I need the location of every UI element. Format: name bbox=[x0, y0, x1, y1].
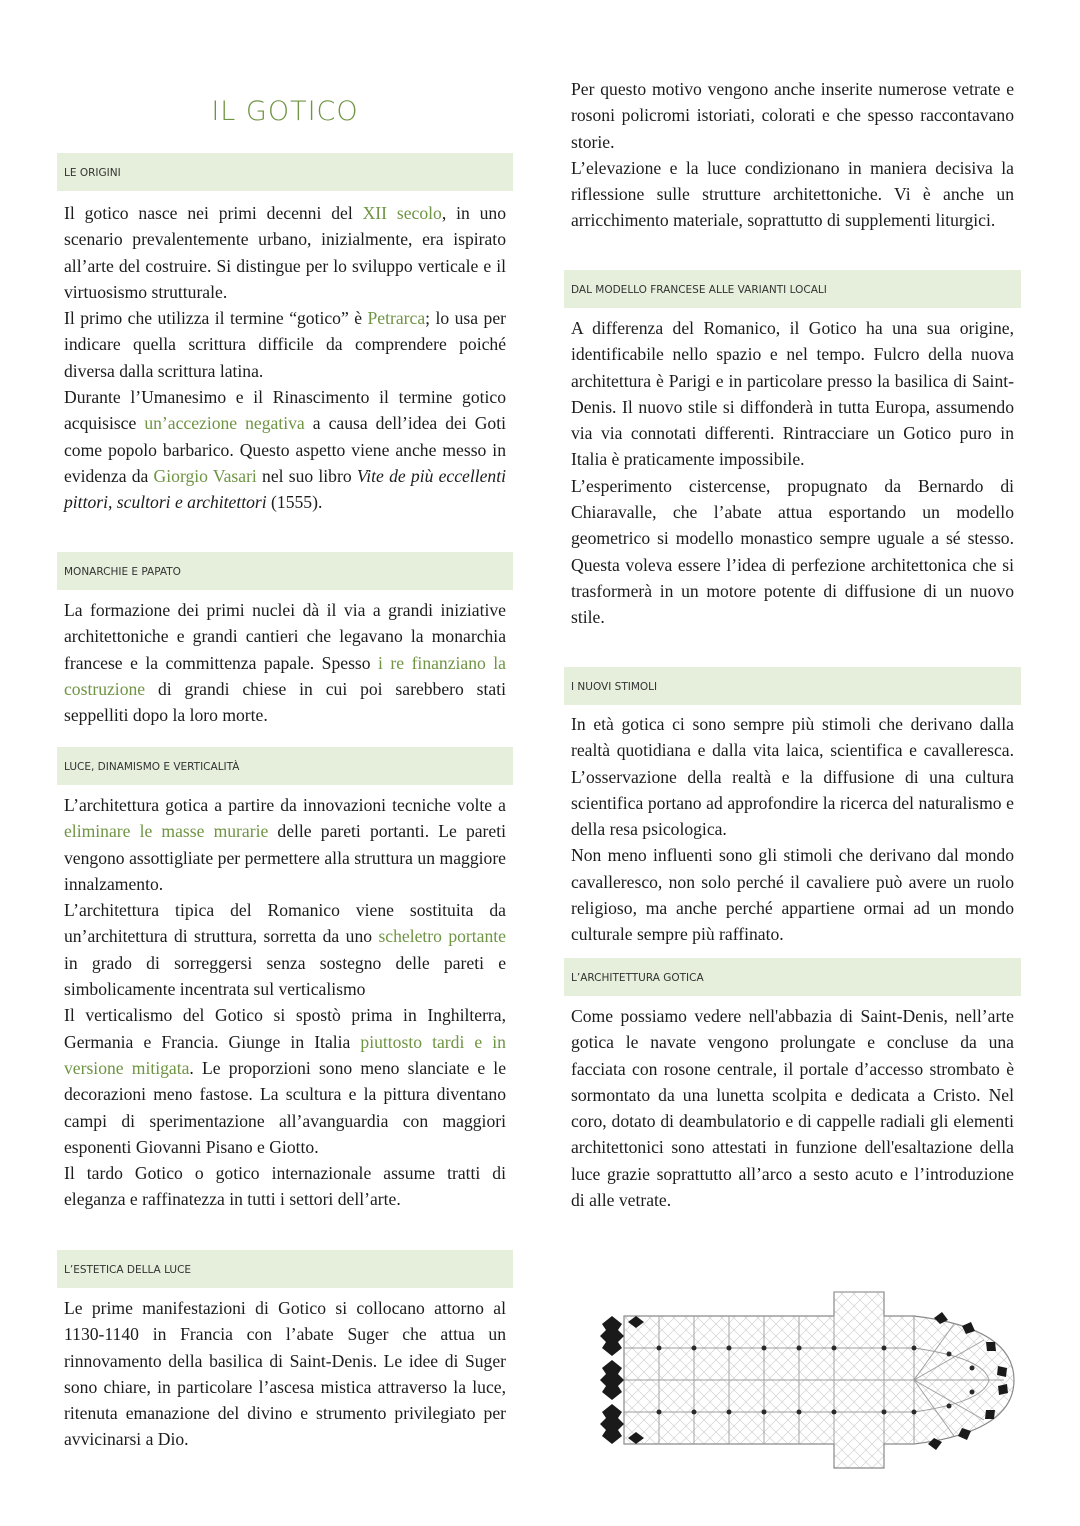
highlight-term: eliminare le masse murarie bbox=[64, 821, 269, 842]
section-heading-monarchie: MONARCHIE E PAPATO bbox=[57, 552, 513, 590]
paragraph: Non meno influenti sono gli stimoli che derivano dal mondo cavalleresco, non solo perché il cavaliere può avere un ruolo religioso, ma anche perché appartiene ormai ad un mondo culturale sempre più raffinato. bbox=[571, 845, 1014, 945]
paragraph: A differenza del Romanico, il Gotico ha una sua origine, identificabile nello spazio e nel tempo. Fulcro della nuova architettura è Parigi e in particolare presso la basilica di Saint-Denis. Il nuovo stile si diffonderà in tutta Europa, assumendo via via connotati differenti. Rintracciare un Gotico puro in Italia è praticamente impossibile. bbox=[571, 318, 1014, 470]
paragraph: Le prime manifestazioni di Gotico si collocano attorno al 1130-1140 in Francia con l’abate Suger che attua un rinnovamento della basilica di Saint-Denis. Le idee di Suger sono chiare, in particolare l’ascesa mistica attraverso la luce, ritenuta emanazione del divino e strumento privilegiato per avvicinarsi a Dio. bbox=[64, 1298, 506, 1450]
paragraph: La formazione dei primi nuclei dà il via a grandi iniziative architettoniche e grandi cantieri che legavano la monarchia francese e la committenza papale. Spesso i re finanziano la costruzione di grandi chiese in cui poi sarebbero stati seppelliti dopo la loro morte. bbox=[64, 600, 506, 726]
section-text-modello bbox=[571, 315, 1014, 631]
highlight-term: piuttosto tardi e in versione mitigata bbox=[64, 1031, 506, 1078]
paragraph: Durante l’Umanesimo e il Rinascimento il termine gotico acquisisce un’accezione negativa a causa dell’idea dei Goti come popolo barbarico. Questo aspetto viene anche messo in evidenza da Giorgio Vasari nel suo libro Vite de più eccellenti pittori, scultori e architettori (1555). bbox=[64, 387, 507, 513]
highlight-term: scheletro portante bbox=[378, 926, 506, 947]
section-text-architettura bbox=[571, 1003, 1014, 1213]
paragraph: Come possiamo vedere nell'abbazia di Saint-Denis, nell’arte gotica le navate vengono prolungate e concluse da una facciata con rosone centrale, il portale d’accesso strombato è sormontato da una lunetta scolpita e dedicata a Cristo. Nel coro, dotato di deambulatorio e di cappelle radiali gli elementi architettonici sono attestati in funzione dell'esaltazione della luce grazie soprattutto all’arco a sesto acuto e l’introduzione di alle vetrate. bbox=[571, 1006, 1014, 1211]
paragraph: In età gotica ci sono sempre più stimoli che derivano dalla realtà quotidiana e dalla vita laica, scientifica e cavalleresca. L’osservazione della realtà e la diffusione di una cultura scientifica portano ad approfondire la ricerca del naturalismo e della resa psicologica. bbox=[571, 714, 1014, 840]
floor-plan-drawing bbox=[584, 1288, 1024, 1473]
book-title: Vite de più eccellenti pittori, scultori e architettori bbox=[64, 465, 506, 513]
section-text-stimoli bbox=[571, 711, 1014, 948]
paragraph: Per questo motivo vengono anche inserite numerose vetrate e rosoni policromi istoriati, colorati e che spesso raccontavano storie. bbox=[571, 79, 1014, 152]
paragraph: L’architettura tipica del Romanico viene sostituita da un’architettura di struttura, sorretta da uno scheletro portante in grado di sorreggersi senza sostegno delle pareti e simbolicamente incentrata sul verticalismo bbox=[64, 900, 506, 1000]
church-floor-plan-image bbox=[584, 1288, 1024, 1473]
section-heading-stimoli: I NUOVI STIMOLI bbox=[564, 667, 1021, 705]
section-heading-estetica: L’ESTETICA DELLA LUCE bbox=[57, 1250, 513, 1288]
paragraph: L’architettura gotica a partire da innovazioni tecniche volte a eliminare le masse murarie delle pareti portanti. Le pareti vengono assottigliate per permettere alla struttura un maggiore innalzamento. bbox=[64, 795, 506, 894]
paragraph: Il gotico nasce nei primi decenni del XII secolo, in uno scenario prevalentemente urbano, inizialmente, era ispirato all’arte del costruire. Si distingue per lo sviluppo verticale e il virtuosismo strutturale. bbox=[64, 203, 506, 302]
page-title: IL GOTICO bbox=[211, 96, 359, 127]
paragraph: L’esperimento cistercense, propugnato da Bernardo di Chiaravalle, che l’abate attua esportando un modello geometrico si modello monastico sempre uguale a sé stesso. Questa voleva essere l’idea di perfezione architettonica che si trasformerà in un motore potente di diffusione di un nuovo stile. bbox=[571, 475, 1014, 628]
section-heading-modello: DAL MODELLO FRANCESE ALLE VARIANTI LOCALI bbox=[564, 270, 1021, 308]
paragraph: Il tardo Gotico o gotico internazionale assume tratti di eleganza e raffinatezza in tutti i settori dell’arte. bbox=[64, 1163, 506, 1210]
section-heading-luce: LUCE, DINAMISMO E VERTICALITÀ bbox=[57, 747, 513, 785]
paragraph: L’elevazione e la luce condizionano in maniera decisiva la riflessione sulle strutture architettoniche. Vi è anche un arricchimento materiale, soprattutto di supplementi liturgici. bbox=[571, 157, 1014, 231]
highlight-term: i re finanziano la costruzione bbox=[64, 652, 506, 699]
highlight-term: Petrarca bbox=[367, 308, 426, 329]
section-text-origini bbox=[64, 200, 506, 516]
highlight-term: XII secolo bbox=[362, 203, 442, 223]
paragraph: Il primo che utilizza il termine “gotico” è Petrarca; lo usa per indicare quella scrittura difficile da comprendere poiché diversa dalla scrittura latina. bbox=[64, 308, 506, 381]
section-text-luce bbox=[64, 792, 506, 1213]
section-heading-origini: LE ORIGINI bbox=[57, 153, 513, 191]
highlight-term: un’accezione negativa bbox=[144, 413, 305, 434]
section-text-estetica-a bbox=[64, 1295, 506, 1453]
section-text-monarchie bbox=[64, 597, 506, 728]
section-text-estetica-b bbox=[571, 76, 1014, 234]
section-heading-architettura: L’ARCHITETTURA GOTICA bbox=[564, 958, 1021, 996]
highlight-term: Giorgio Vasari bbox=[153, 465, 257, 486]
paragraph: Il verticalismo del Gotico si spostò prima in Inghilterra, Germania e Francia. Giunge in Italia piuttosto tardi e in versione mitigata. Le proporzioni sono meno slanciate e le decorazioni meno fastose. La scultura e la pittura diventano campi di sperimentazione all’avanguardia con maggiori esponenti Giovanni Pisano e Giotto. bbox=[64, 1005, 506, 1157]
